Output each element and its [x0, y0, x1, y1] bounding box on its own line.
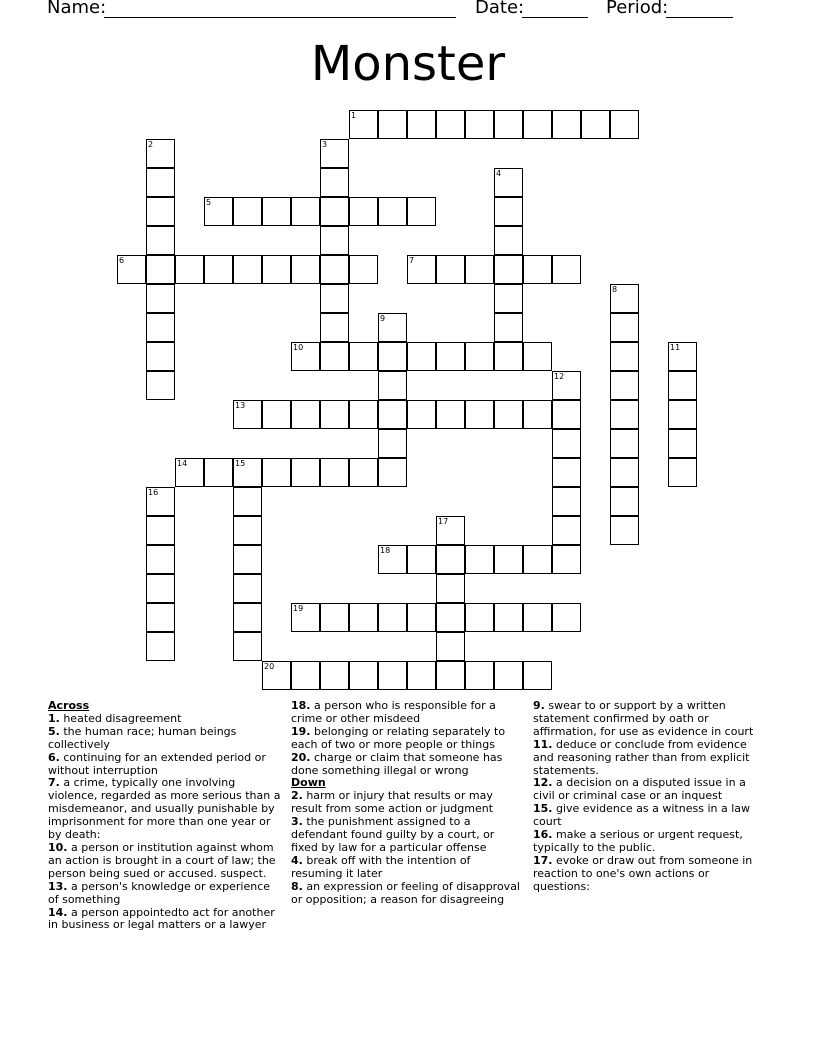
- grid-cell[interactable]: [465, 603, 494, 632]
- grid-cell[interactable]: [465, 342, 494, 371]
- grid-cell[interactable]: [378, 400, 407, 429]
- grid-cell[interactable]: [494, 168, 523, 197]
- clue-number-label: 5.: [48, 724, 60, 738]
- grid-cell[interactable]: [494, 342, 523, 371]
- grid-cell[interactable]: [436, 574, 465, 603]
- grid-cell[interactable]: [146, 516, 175, 545]
- grid-cell[interactable]: [407, 255, 436, 284]
- grid-cell[interactable]: [494, 226, 523, 255]
- clue-number-label: 6.: [48, 750, 60, 764]
- grid-cell[interactable]: [523, 400, 552, 429]
- grid-cell[interactable]: [378, 313, 407, 342]
- clue-text: belonging or relating separately to each of two or more people or things: [291, 724, 506, 751]
- clue-number: 12: [554, 372, 565, 381]
- grid-cell[interactable]: [349, 400, 378, 429]
- across-clue: [48, 752, 283, 778]
- grid-cell[interactable]: [349, 458, 378, 487]
- clue-number-label: 18.: [291, 699, 311, 712]
- grid-cell[interactable]: [146, 545, 175, 574]
- grid-cell[interactable]: [146, 574, 175, 603]
- grid-cell[interactable]: [320, 603, 349, 632]
- clue-number-label: 4.: [291, 853, 303, 867]
- grid-cell[interactable]: [407, 110, 436, 139]
- grid-cell[interactable]: [494, 197, 523, 226]
- grid-cell[interactable]: [233, 516, 262, 545]
- grid-cell[interactable]: [552, 458, 581, 487]
- clue-number: 6: [119, 256, 125, 265]
- grid-cell[interactable]: [494, 255, 523, 284]
- clue-text: harm or injury that results or may result from some action or judgment: [291, 789, 494, 816]
- grid-cell[interactable]: [175, 255, 204, 284]
- grid-cell[interactable]: [146, 632, 175, 661]
- grid-cell[interactable]: [233, 255, 262, 284]
- grid-cell[interactable]: [262, 458, 291, 487]
- down-clue: [291, 816, 521, 855]
- grid-cell[interactable]: [204, 255, 233, 284]
- clue-text: a person who is responsible for a crime or other misdeed: [291, 699, 496, 725]
- clue-text: continuing for an extended period or without interruption: [48, 750, 266, 777]
- grid-cell[interactable]: [175, 458, 204, 487]
- grid-cell[interactable]: [262, 255, 291, 284]
- clue-number-label: 7.: [48, 776, 60, 790]
- grid-cell[interactable]: [378, 458, 407, 487]
- grid-cell[interactable]: [552, 516, 581, 545]
- down-clue: [291, 855, 521, 881]
- down-clue: [533, 829, 769, 855]
- grid-cell[interactable]: [349, 197, 378, 226]
- grid-cell[interactable]: [146, 342, 175, 371]
- grid-cell[interactable]: [349, 661, 378, 690]
- grid-cell[interactable]: [233, 400, 262, 429]
- grid-cell[interactable]: [233, 458, 262, 487]
- clue-number-label: 9.: [533, 699, 545, 712]
- clue-number: 15: [235, 459, 246, 468]
- grid-cell[interactable]: [610, 516, 639, 545]
- grid-cell[interactable]: [610, 371, 639, 400]
- grid-cell[interactable]: [552, 545, 581, 574]
- grid-cell[interactable]: [668, 342, 697, 371]
- grid-cell[interactable]: [320, 458, 349, 487]
- across-clue: [291, 752, 521, 778]
- grid-cell[interactable]: [523, 603, 552, 632]
- grid-cell[interactable]: [146, 255, 175, 284]
- clue-number: 18: [380, 546, 391, 555]
- date-label: Date:: [475, 0, 525, 18]
- clue-number: 19: [293, 604, 304, 613]
- clue-text: give evidence as a witness in a law court: [533, 802, 751, 829]
- clue-number: 17: [438, 517, 449, 526]
- grid-cell[interactable]: [465, 110, 494, 139]
- grid-cell[interactable]: [436, 400, 465, 429]
- clues-column-1: [48, 700, 283, 932]
- clue-number: 14: [177, 459, 188, 468]
- clue-text: a person's knowledge or experience of something: [48, 879, 271, 906]
- grid-cell[interactable]: [233, 545, 262, 574]
- grid-cell[interactable]: [494, 661, 523, 690]
- across-clue: [48, 881, 283, 907]
- grid-cell[interactable]: [320, 313, 349, 342]
- grid-cell[interactable]: [552, 487, 581, 516]
- clue-number-label: 16.: [533, 828, 553, 842]
- grid-cell[interactable]: [552, 400, 581, 429]
- grid-cell[interactable]: [407, 342, 436, 371]
- clue-text: the human race; human beings collectively: [48, 724, 237, 751]
- grid-cell[interactable]: [494, 284, 523, 313]
- grid-cell[interactable]: [610, 342, 639, 371]
- down-clue: [533, 855, 769, 894]
- grid-cell[interactable]: [146, 168, 175, 197]
- clue-number-label: 15.: [533, 802, 553, 816]
- grid-cell[interactable]: [320, 661, 349, 690]
- grid-cell[interactable]: [146, 139, 175, 168]
- grid-cell[interactable]: [465, 255, 494, 284]
- grid-cell[interactable]: [552, 110, 581, 139]
- grid-cell[interactable]: [668, 371, 697, 400]
- across-heading: Across: [48, 699, 90, 712]
- down-heading: Down: [291, 776, 326, 790]
- grid-cell[interactable]: [494, 603, 523, 632]
- grid-cell[interactable]: [378, 661, 407, 690]
- grid-cell[interactable]: [320, 226, 349, 255]
- grid-cell[interactable]: [523, 255, 552, 284]
- grid-cell[interactable]: [349, 603, 378, 632]
- grid-cell[interactable]: [349, 255, 378, 284]
- page-title: Monster: [310, 36, 506, 92]
- down-clue: [291, 881, 521, 907]
- clue-number: 16: [148, 488, 159, 497]
- down-clue: [291, 790, 521, 816]
- grid-cell[interactable]: [378, 371, 407, 400]
- grid-cell[interactable]: [378, 110, 407, 139]
- clue-number: 3: [322, 140, 328, 149]
- grid-cell[interactable]: [407, 400, 436, 429]
- grid-cell[interactable]: [552, 603, 581, 632]
- grid-cell[interactable]: [668, 400, 697, 429]
- clue-text: the punishment assigned to a defendant found guilty by a court, or fixed by law for a particular offense: [291, 815, 495, 854]
- clue-number: 1: [351, 111, 357, 120]
- grid-cell[interactable]: [407, 197, 436, 226]
- grid-cell[interactable]: [465, 661, 494, 690]
- clue-text: an expression or feeling of disapproval or opposition; a reason for disagreeing: [291, 879, 520, 906]
- grid-cell[interactable]: [407, 545, 436, 574]
- clue-number: 7: [409, 256, 415, 265]
- clue-number: 20: [264, 662, 275, 671]
- grid-cell[interactable]: [494, 110, 523, 139]
- grid-cell[interactable]: [320, 139, 349, 168]
- name-label: Name:: [47, 0, 107, 18]
- grid-cell[interactable]: [465, 400, 494, 429]
- grid-cell[interactable]: [233, 574, 262, 603]
- across-clue: [291, 726, 521, 752]
- grid-cell[interactable]: [494, 400, 523, 429]
- clue-number-label: 2.: [291, 789, 303, 803]
- clues-column-3: [533, 700, 769, 894]
- clue-text: make a serious or urgent request, typically to the public.: [533, 828, 743, 854]
- grid-cell[interactable]: [436, 661, 465, 690]
- grid-cell[interactable]: [610, 313, 639, 342]
- grid-cell[interactable]: [668, 429, 697, 458]
- grid-cell[interactable]: [610, 487, 639, 516]
- clue-number: 5: [206, 198, 212, 207]
- grid-cell[interactable]: [610, 400, 639, 429]
- grid-cell[interactable]: [291, 400, 320, 429]
- clue-number-label: 3.: [291, 815, 303, 829]
- across-clue: [48, 842, 283, 881]
- grid-cell[interactable]: [262, 661, 291, 690]
- grid-cell[interactable]: [146, 371, 175, 400]
- across-clue: [48, 777, 283, 842]
- grid-cell[interactable]: [436, 603, 465, 632]
- down-clue: [533, 700, 769, 739]
- grid-cell[interactable]: [233, 197, 262, 226]
- clue-number-label: 8.: [291, 879, 303, 893]
- clue-number-label: 14.: [48, 905, 68, 919]
- clue-text: swear to or support by a written statement confirmed by oath or affirmation, for use as evidence in court: [533, 699, 754, 738]
- grid-cell[interactable]: [610, 284, 639, 313]
- clue-text: charge or claim that someone has done something illegal or wrong: [291, 750, 503, 777]
- clue-number: 2: [148, 140, 154, 149]
- grid-cell[interactable]: [320, 168, 349, 197]
- grid-cell[interactable]: [320, 284, 349, 313]
- grid-cell[interactable]: [204, 197, 233, 226]
- clue-text: a person appointedto act for another in business or legal matters or a lawyer: [48, 905, 275, 932]
- down-clue: [533, 803, 769, 829]
- grid-cell[interactable]: [378, 545, 407, 574]
- grid-cell[interactable]: [610, 110, 639, 139]
- clue-number: 8: [612, 285, 618, 294]
- grid-cell[interactable]: [117, 255, 146, 284]
- clue-number-label: 13.: [48, 879, 68, 893]
- grid-cell[interactable]: [233, 487, 262, 516]
- grid-cell[interactable]: [436, 110, 465, 139]
- grid-cell[interactable]: [233, 603, 262, 632]
- grid-cell[interactable]: [146, 226, 175, 255]
- grid-cell[interactable]: [552, 429, 581, 458]
- grid-cell[interactable]: [233, 632, 262, 661]
- grid-cell[interactable]: [291, 342, 320, 371]
- grid-cell[interactable]: [291, 458, 320, 487]
- grid-cell[interactable]: [465, 545, 494, 574]
- grid-cell[interactable]: [146, 197, 175, 226]
- clue-number-label: 11.: [533, 737, 553, 751]
- grid-cell[interactable]: [523, 545, 552, 574]
- grid-cell[interactable]: [436, 255, 465, 284]
- grid-cell[interactable]: [610, 429, 639, 458]
- grid-cell[interactable]: [378, 429, 407, 458]
- grid-cell[interactable]: [291, 603, 320, 632]
- grid-cell[interactable]: [349, 342, 378, 371]
- clue-text: evoke or draw out from someone in reaction to one's own actions or questions:: [533, 853, 753, 893]
- grid-cell[interactable]: [610, 458, 639, 487]
- grid-cell[interactable]: [320, 197, 349, 226]
- clue-number-label: 12.: [533, 776, 553, 790]
- clue-text: a decision on a disputed issue in a civil or criminal case or an inquest: [533, 776, 746, 803]
- grid-cell[interactable]: [494, 545, 523, 574]
- grid-cell[interactable]: [146, 603, 175, 632]
- grid-cell[interactable]: [204, 458, 233, 487]
- grid-cell[interactable]: [436, 342, 465, 371]
- clue-number-label: 20.: [291, 750, 311, 764]
- clue-text: break off with the intention of resuming it later: [291, 853, 471, 880]
- clue-number: 11: [670, 343, 681, 352]
- clue-number-label: 19.: [291, 724, 311, 738]
- grid-cell[interactable]: [262, 400, 291, 429]
- grid-cell[interactable]: [291, 661, 320, 690]
- clue-number-label: 17.: [533, 853, 553, 867]
- grid-cell[interactable]: [581, 110, 610, 139]
- grid-cell[interactable]: [436, 545, 465, 574]
- clue-text: heated disagreement: [59, 711, 182, 725]
- grid-cell[interactable]: [552, 255, 581, 284]
- grid-cell[interactable]: [494, 313, 523, 342]
- across-clue: [291, 700, 521, 726]
- clue-number: 10: [293, 343, 304, 352]
- across-clue: [48, 907, 283, 933]
- grid-cell[interactable]: [378, 197, 407, 226]
- grid-cell[interactable]: [146, 313, 175, 342]
- grid-cell[interactable]: [523, 661, 552, 690]
- grid-cell[interactable]: [320, 342, 349, 371]
- grid-cell[interactable]: [436, 632, 465, 661]
- clue-number: 13: [235, 401, 246, 410]
- grid-cell[interactable]: [320, 255, 349, 284]
- grid-cell[interactable]: [146, 487, 175, 516]
- grid-cell[interactable]: [436, 516, 465, 545]
- grid-cell[interactable]: [407, 603, 436, 632]
- clues-column-2: [291, 700, 521, 907]
- grid-cell[interactable]: [146, 284, 175, 313]
- clue-text: deduce or conclude from evidence and reasoning rather than from explicit statements.: [533, 737, 750, 777]
- grid-cell[interactable]: [378, 603, 407, 632]
- grid-cell[interactable]: [407, 661, 436, 690]
- grid-cell[interactable]: [552, 371, 581, 400]
- clue-text: a person or institution against whom an action is brought in a court of law; the person being sued or accused. suspect.: [48, 840, 276, 880]
- clue-number: 9: [380, 314, 386, 323]
- grid-cell[interactable]: [668, 458, 697, 487]
- down-clue: [533, 739, 769, 778]
- grid-cell[interactable]: [378, 342, 407, 371]
- clue-number: 4: [496, 169, 502, 178]
- across-clue: [48, 726, 283, 752]
- grid-cell[interactable]: [262, 197, 291, 226]
- clue-text: a crime, typically one involving violence, regarded as more serious than a misdemeanor, and usually punishable by imprisonment for more than one year or by death:: [48, 776, 281, 842]
- clue-number-label: 10.: [48, 840, 68, 854]
- clue-number-label: 1.: [48, 711, 60, 725]
- down-clue: [533, 777, 769, 803]
- grid-cell[interactable]: [523, 110, 552, 139]
- grid-cell[interactable]: [320, 400, 349, 429]
- period-label: Period:: [606, 0, 669, 18]
- grid-cell[interactable]: [523, 342, 552, 371]
- grid-cell[interactable]: [291, 197, 320, 226]
- grid-cell[interactable]: [349, 110, 378, 139]
- grid-cell[interactable]: [291, 255, 320, 284]
